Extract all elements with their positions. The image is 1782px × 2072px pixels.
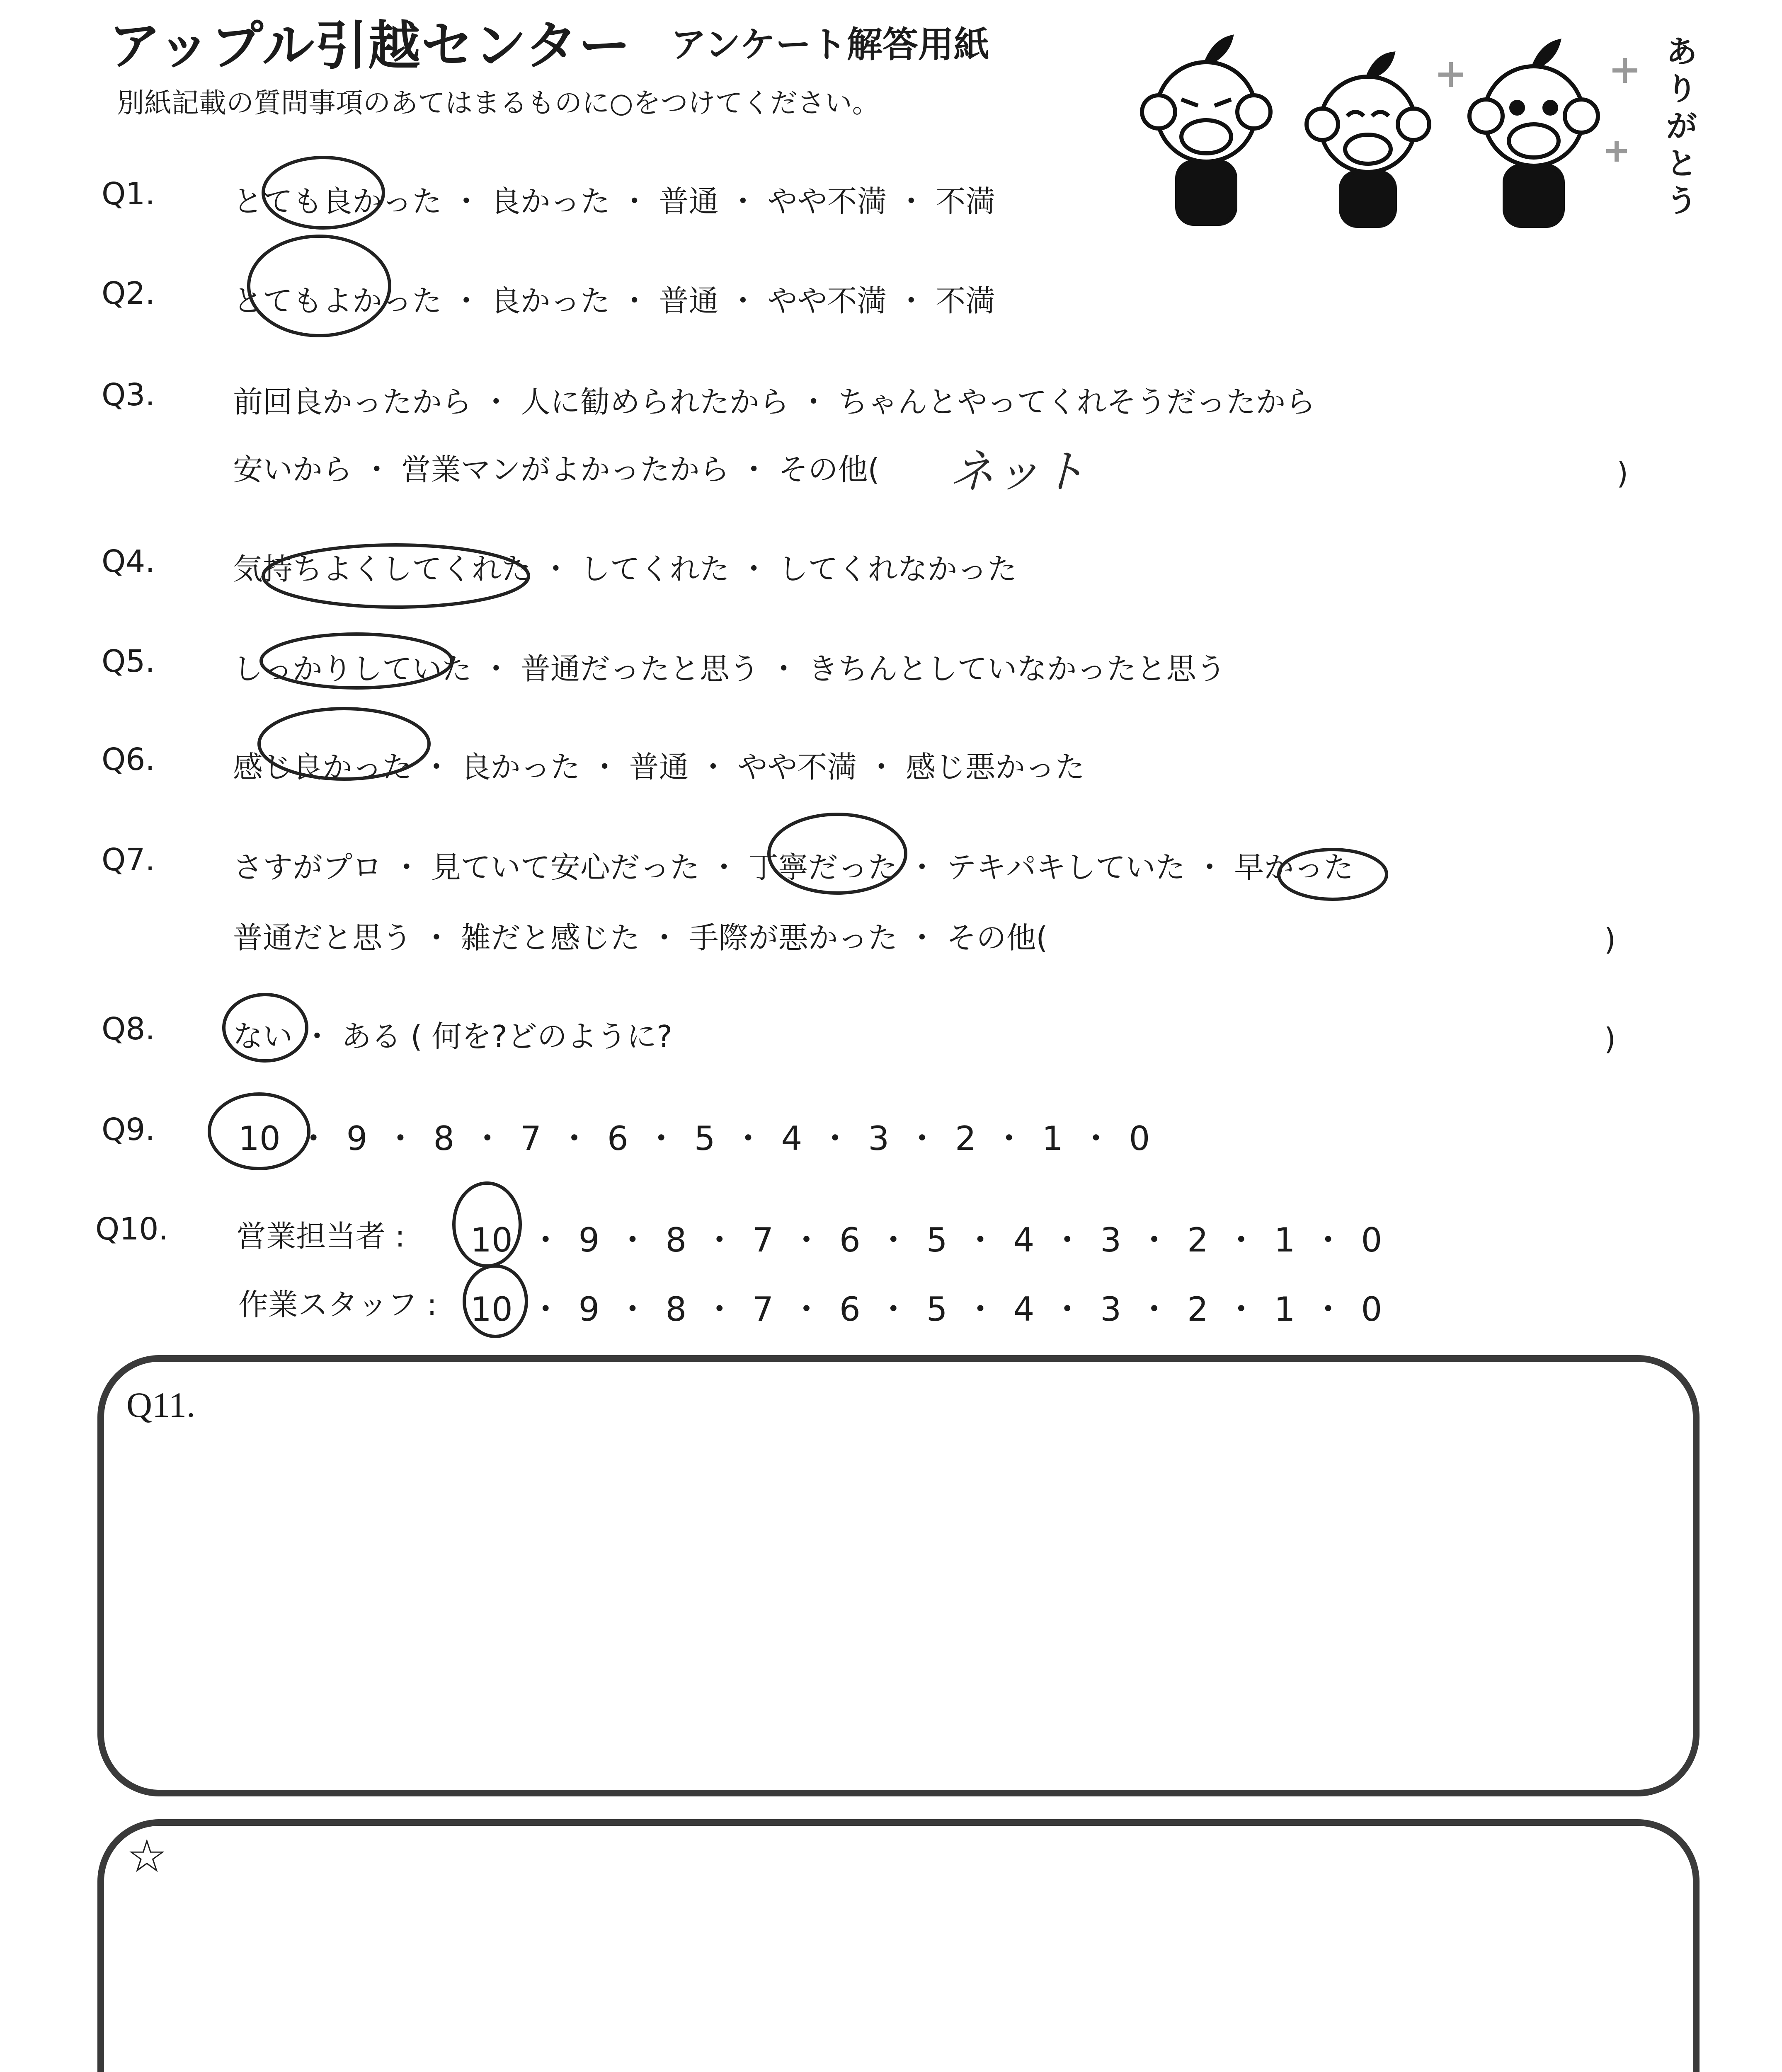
q11-comment-box[interactable]	[97, 1355, 1700, 1796]
q7-label: Q7.	[102, 842, 155, 878]
q8-options[interactable]: ない ・ ある ( 何を?どのように?	[233, 1019, 673, 1054]
q6-options[interactable]: 感じ良かった ・ 良かった ・ 普通 ・ やや不満 ・ 感じ悪かった	[233, 750, 1085, 784]
q5-options[interactable]: しっかりしていた ・ 普通だったと思う ・ きちんとしていなかったと思う	[233, 651, 1226, 686]
q10-label: Q10.	[95, 1211, 168, 1247]
q8-close-paren: )	[1604, 1021, 1616, 1056]
form-subtitle: アンケート解答用紙	[671, 24, 989, 65]
q2-options[interactable]: とてもよかった ・ 良かった ・ 普通 ・ やや不満 ・ 不満	[233, 283, 996, 318]
star-label: ☆	[126, 1831, 167, 1882]
instruction-text: 別紙記載の質問事項のあてはまるものに○をつけてください。	[117, 87, 880, 119]
mascot-illustration	[1119, 17, 1691, 232]
q4-options[interactable]: 気持ちよくしてくれた ・ してくれた ・ してくれなかった	[233, 552, 1017, 586]
q10-sales-label: 営業担当者 :	[236, 1219, 405, 1254]
q9-label: Q9.	[102, 1112, 155, 1147]
q3-options-line1[interactable]: 前回良かったから ・ 人に勧められたから ・ ちゃんとやってくれそうだったから	[233, 385, 1316, 419]
q10-sales-scale[interactable]: 10 ・ 9 ・ 8 ・ 7 ・ 6 ・ 5 ・ 4 ・ 3 ・ 2 ・ 1 ・ 0	[470, 1221, 1382, 1259]
q7-close-paren: )	[1604, 922, 1616, 957]
q11-label: Q11.	[126, 1385, 196, 1425]
q7-options-line2[interactable]: 普通だと思う ・ 雑だと感じた ・ 手際が悪かった ・ その他(	[233, 920, 1048, 955]
q10-staff-scale[interactable]: 10 ・ 9 ・ 8 ・ 7 ・ 6 ・ 5 ・ 4 ・ 3 ・ 2 ・ 1 ・ 0	[470, 1290, 1382, 1329]
q3-label: Q3.	[102, 377, 155, 413]
q5-label: Q5.	[102, 644, 155, 679]
q1-label: Q1.	[102, 176, 155, 212]
q8-label: Q8.	[102, 1011, 155, 1047]
star-comment-box[interactable]	[97, 1819, 1700, 2072]
q6-label: Q6.	[102, 742, 155, 777]
q3-close-paren: )	[1617, 456, 1629, 491]
q10-staff-label: 作業スタッフ :	[238, 1287, 437, 1322]
q3-other-answer: ネット	[949, 445, 1086, 498]
company-title: アップル引越センター	[109, 15, 632, 76]
q7-options-line1[interactable]: さすがプロ ・ 見ていて安心だった ・ 丁寧だった ・ テキパキしていた ・ 早かった	[233, 850, 1354, 885]
thanks-text: ありがとう	[1666, 34, 1697, 219]
q4-label: Q4.	[102, 544, 155, 579]
q3-options-line2[interactable]: 安いから ・ 営業マンがよかったから ・ その他(	[233, 452, 880, 487]
q2-label: Q2.	[102, 276, 155, 311]
q9-scale[interactable]: 10 ・ 9 ・ 8 ・ 7 ・ 6 ・ 5 ・ 4 ・ 3 ・ 2 ・ 1 ・ 0	[238, 1119, 1150, 1158]
q1-options[interactable]: とても良かった ・ 良かった ・ 普通 ・ やや不満 ・ 不満	[233, 184, 996, 219]
